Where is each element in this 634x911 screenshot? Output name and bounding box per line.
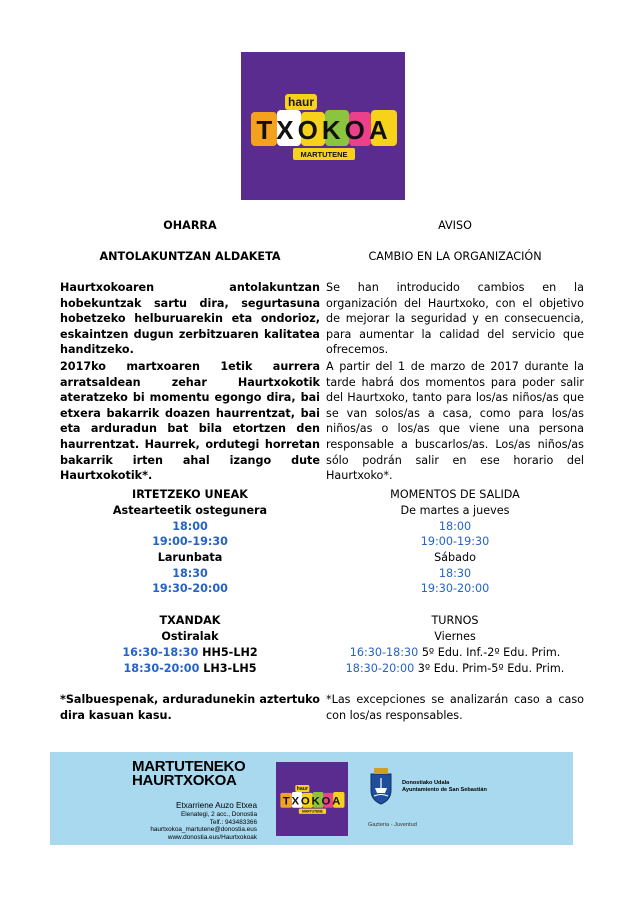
saturday-eu: Larunbata xyxy=(157,551,223,564)
svg-text:MARTUTENE: MARTUTENE xyxy=(300,150,348,159)
shift-2-group-eu: LH3-LH5 xyxy=(203,662,257,675)
footer-email: haurtxokoa_martutene@donostia.eus xyxy=(150,826,257,834)
footer-title-line-1: MARTUTENEKO xyxy=(132,758,246,775)
youth-department-label: Gazteria - Juventud xyxy=(368,822,417,828)
footer-haurtxokoa-logo xyxy=(276,762,348,836)
shifts-title-eu: TXANDAK xyxy=(159,614,221,627)
footer-phone: Telf.: 943483366 xyxy=(209,818,257,826)
paragraph-eu-2: 2017ko martxoaren 1etik aurrera arratsaldean zehar Haurtxokotik ateratzeko bi momentu egongo dira, bai etxera bakarrik doazen haurrentzat, bai eta arduradun bat bila etortzen den haurrentzat. Haurrek, ordutegi horretan bakarrik irten ahal izango dute Haurtxokotik*. xyxy=(60,360,320,483)
friday-es: Viernes xyxy=(434,630,476,643)
time-3-eu: 18:30 xyxy=(172,567,208,580)
svg-text:TXOKOA: TXOKOA xyxy=(282,795,343,808)
shift-1-time-es: 16:30-18:30 xyxy=(349,646,419,659)
notice-es: AVISO xyxy=(438,219,472,232)
shift-2-group-es: 3º Edu. Prim-5º Edu. Prim. xyxy=(417,662,565,675)
exit-title-es: MOMENTOS DE SALIDA xyxy=(390,488,520,501)
svg-text:haur: haur xyxy=(296,786,309,793)
time-3-es: 18:30 xyxy=(438,567,472,580)
weekdays-es: De martes a jueves xyxy=(400,504,510,517)
footer-web: www.donostia.eus/Haurtxokoak xyxy=(167,833,257,841)
footer-title-line-2: HAURTXOKOA xyxy=(132,772,237,789)
friday-eu: Ostiralak xyxy=(161,630,219,643)
footer-org: Etxarriene Auzo Etxea xyxy=(175,801,257,810)
shifts-title-es: TURNOS xyxy=(431,614,479,627)
time-4-es: 19:30-20:00 xyxy=(420,582,490,595)
shift-1-group-es: 5º Edu. Inf.-2º Edu. Prim. xyxy=(421,646,561,659)
heading-es: CAMBIO EN LA ORGANIZACIÓN xyxy=(368,250,542,263)
footer-title xyxy=(132,760,245,788)
donostia-crest-icon xyxy=(366,766,396,806)
shift-1-es xyxy=(326,645,584,661)
heading-eu: ANTOLAKUNTZAN ALDAKETA xyxy=(99,250,281,263)
footer-banner xyxy=(50,752,573,845)
shift-2-es xyxy=(326,661,584,677)
notice-eu: OHARRA xyxy=(163,219,217,232)
shift-2-time-eu: 18:30-20:00 xyxy=(123,662,200,675)
paragraph-es-1: Se han introducido cambios en la organización del Haurtxoko, con el objetivo de mejorar la seguridad y en consecuencia, para aumentar la calidad del servicio que ofrecemos. xyxy=(326,281,584,357)
city-council-eu: Donostiako Udala xyxy=(402,780,450,786)
time-4-eu: 19:30-20:00 xyxy=(152,582,228,595)
footer-address xyxy=(140,801,257,841)
footnote-es: *Las excepciones se analizarán caso a caso con los/as responsables. xyxy=(326,693,584,722)
city-council-es: Ayuntamiento de San Sebastián xyxy=(402,787,487,793)
time-2-eu: 19:00-19:30 xyxy=(152,535,228,548)
shift-2-time-es: 18:30-20:00 xyxy=(345,662,415,675)
shift-2-eu xyxy=(60,661,320,677)
shift-1-time-eu: 16:30-18:30 xyxy=(122,646,199,659)
svg-text:MARTUTENE: MARTUTENE xyxy=(302,809,323,814)
time-1-eu: 18:00 xyxy=(172,520,208,533)
city-council-label xyxy=(402,780,487,794)
svg-text:haur: haur xyxy=(287,95,315,109)
shift-1-eu xyxy=(60,645,320,661)
exit-title-eu: IRTETZEKO UNEAK xyxy=(132,488,248,501)
weekdays-eu: Astearteetik ostegunera xyxy=(112,504,268,517)
shift-1-group-eu: HH5-LH2 xyxy=(202,646,258,659)
saturday-es: Sábado xyxy=(434,551,476,564)
paragraph-eu-1: Haurtxokoaren antolakuntzan hobekuntzak sartu dira, segurtasuna hobetzeko helburuarekin eta ondorioz, eskaintzen dugun zerbitzuaren kalitatea handitzeko. xyxy=(60,281,320,357)
footnote-eu: *Salbuespenak, arduradunekin aztertuko dira kasuan kasu. xyxy=(60,693,320,722)
paragraph-es-2: A partir del 1 de marzo de 2017 durante la tarde habrá dos momentos para poder salir del Haurtxoko, tanto para los/as niños/as que se van solos/as a casa, como para los/as niños/as o los/as que viene una persona responsable a buscarlos/as. Los/as niños/as sólo podrán salir en ese horario del Haurtxoko*. xyxy=(326,360,584,483)
footer-street: Elenategi, 2 acc., Donostia xyxy=(180,811,257,818)
time-1-es: 18:00 xyxy=(438,520,472,533)
svg-text:TXOKOA: TXOKOA xyxy=(256,115,392,145)
time-2-es: 19:00-19:30 xyxy=(420,535,490,548)
haurtxokoa-logo xyxy=(241,52,405,200)
